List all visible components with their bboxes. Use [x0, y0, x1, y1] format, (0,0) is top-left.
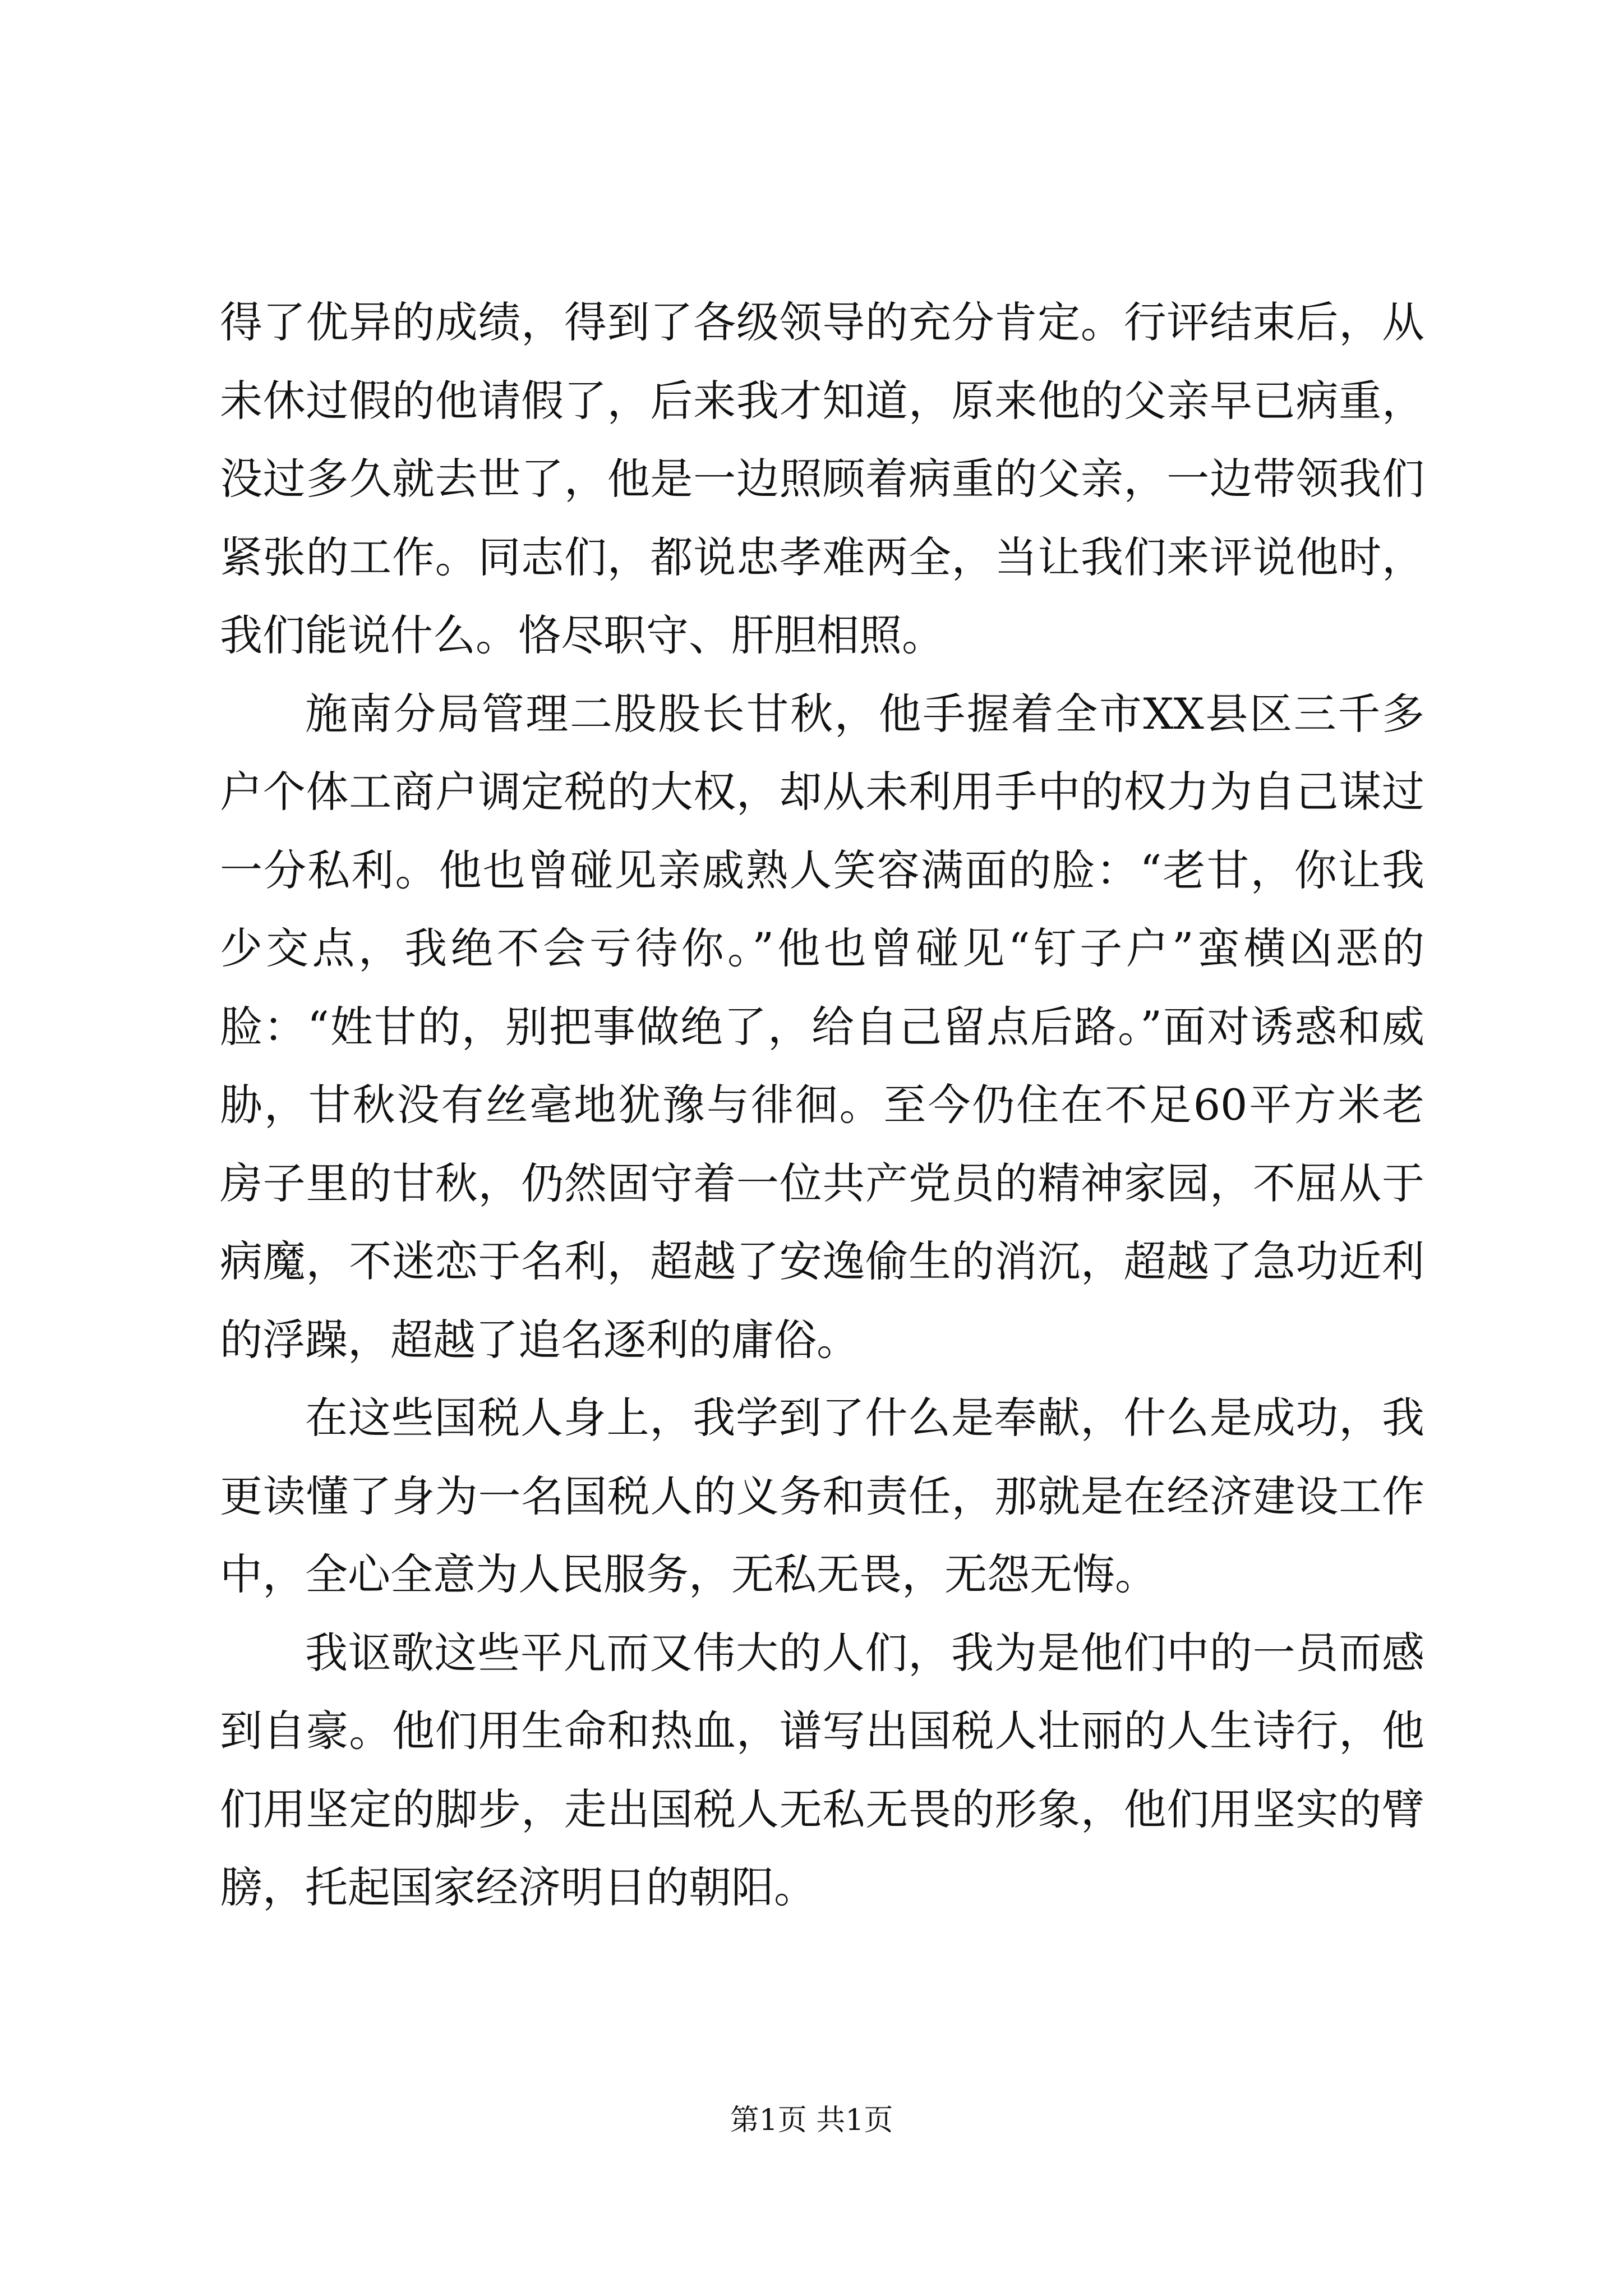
page-footer: 第1页 共1页 — [730, 2104, 893, 2137]
paragraph-4: 我讴歌这些平凡而又伟大的人们，我为是他们中的一员而感到自豪。他们用生命和热血，谱写出国税人壮丽的人生诗行，他们用坚定的脚步，走出国税人无私无畏的形象，他们用坚实的臂膀，托起国家经济明日的朝阳。 — [220, 1627, 1424, 1912]
document-body — [220, 283, 1424, 1927]
paragraph-3: 在这些国税人身上，我学到了什么是奉献，什么是成功，我更读懂了身为一名国税人的义务和责任，那就是在经济建设工作中，全心全意为人民服务，无私无畏，无怨无悔。 — [220, 1393, 1424, 1599]
paragraph-1: 得了优异的成绩，得到了各级领导的充分肯定。行评结束后，从未休过假的他请假了，后来我才知道，原来他的父亲早已病重，没过多久就去世了，他是一边照顾着病重的父亲，一边带领我们紧张的工作。同志们，都说忠孝难两全，当让我们来评说他时，我们能说什么。恪尽职守、肝胆相照。 — [220, 297, 1424, 660]
paragraph-2: 施南分局管理二股股长甘秋，他手握着全市XX县区三千多户个体工商户调定税的大权，却从未利用手中的权力为自己谋过一分私利。他也曾碰见亲戚熟人笑容满面的脸：“老甘，你让我少交点，我绝不会亏待你。”他也曾碰见“钉子户”蛮横凶恶的脸：“姓甘的，别把事做绝了，给自己留点后路。”面对诱惑和威胁，甘秋没有丝毫地犹豫与徘徊。至今仍住在不足60平方米老房子里的甘秋，仍然固守着一位共产党员的精神家园，不屈从于病魔，不迷恋于名利，超越了安逸偷生的消沉，超越了急功近利的浮躁，超越了追名逐利的庸俗。 — [220, 688, 1424, 1365]
